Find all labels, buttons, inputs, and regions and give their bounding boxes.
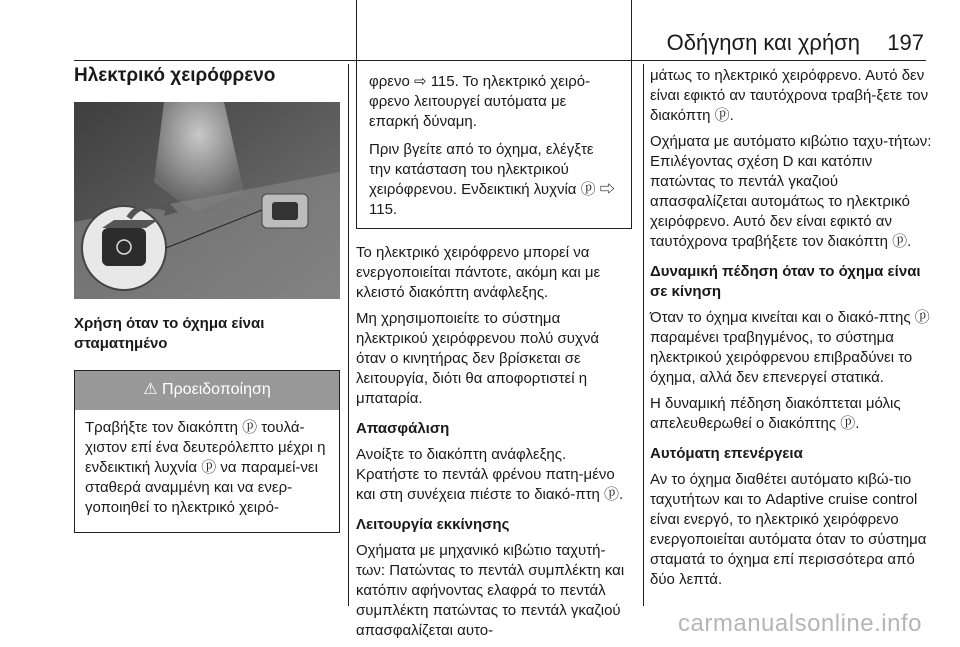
warning-box-continued <box>356 0 632 229</box>
warning-text: Τραβήξτε τον διακόπτη ⓟ τουλά-χιστον επί ένα δευτερόλεπτο μέχρι η ενδεικτική λυχνία ⓟ να παραμεί-νει σταθερά αναμμένη και να ενερ-γοποιηθεί το ηλεκτρικό χειρό- <box>85 419 326 516</box>
column-3 <box>650 66 932 596</box>
column-2 <box>356 66 632 647</box>
subheading-dynamic-braking: Δυναμική πέδηση όταν το όχημα είναι σε κίνηση <box>650 263 921 300</box>
paragraph: Οχήματα με μηχανικό κιβώτιο ταχυτή-των: Πατώντας το πεντάλ συμπλέκτη και κατόπιν αφήνοντας ελαφρά το πεντάλ συμπλέκτη πατώντας το πεντάλ γκαζιού απασφαλίζεται αυτο- <box>356 542 625 639</box>
column-divider-right <box>643 64 644 606</box>
warning-continued-p2: Πριν βγείτε από το όχημα, ελέγξτε την κατάσταση του ηλεκτρικού χειρόφρενου. Ενδεικτική λυχνία ⓟ ⇨ 115. <box>369 141 615 218</box>
warning-box <box>74 370 340 533</box>
parking-brake-switch-illustration <box>74 102 340 299</box>
running-header-title: Οδήγηση και χρήση <box>666 30 860 55</box>
watermark: carmanualsonline.info <box>678 610 922 637</box>
paragraph: Η δυναμική πέδηση διακόπτεται μόλις απελευθερωθεί ο διακόπτης ⓟ. <box>650 395 901 432</box>
figure-caption: Χρήση όταν το όχημα είναι σταματημένο <box>74 315 265 352</box>
warning-heading: ⚠ Προειδοποίηση <box>75 371 339 410</box>
subheading-release: Απασφάλιση <box>356 420 450 437</box>
paragraph: Οχήματα με αυτόματο κιβώτιο ταχυ-τήτων: Επιλέγοντας σχέση D και κατόπιν πατώντας το πεντάλ γκαζιού απασφαλίζεται αυτομάτως το ηλεκτρικό χειρόφρενο. Αυτό δεν είναι εφικτό αν ταυτόχρονα τραβήξετε τον διακόπτη ⓟ. <box>650 133 932 250</box>
parking-brake-switch-photo <box>74 102 340 299</box>
paragraph: μάτως το ηλεκτρικό χειρόφρενο. Αυτό δεν είναι εφικτό αν ταυτόχρονα τραβή-ξετε τον διακόπτη ⓟ. <box>650 67 929 124</box>
paragraph: Όταν το όχημα κινείται και ο διακό-πτης ⓟ παραμένει τραβηγμένος, το σύστημα ηλεκτρικού χειρόφρενου επιβραδύνει το όχημα, αλλά δεν επενεργεί στατικά. <box>650 309 930 386</box>
paragraph: Το ηλεκτρικό χειρόφρενο μπορεί να ενεργοποιείται πάντοτε, ακόμη και με κλειστό διακόπτη ανάφλεξης. <box>356 244 601 301</box>
column-1 <box>74 66 340 533</box>
paragraph: Αν το όχημα διαθέτει αυτόματο κιβώ-τιο ταχυτήτων και το Adaptive cruise control είναι ενεργό, το ηλεκτρικό χειρόφρενο ενεργοποιείται αυτόματα όταν το σύστημα σταματά το όχημα επί περισσότερα από δύο λεπτά. <box>650 471 927 588</box>
paragraph: Μη χρησιμοποιείτε το σύστημα ηλεκτρικού χειρόφρενου πολύ συχνά όταν ο κινητήρας δεν βρίσκεται σε λειτουργία, διότι θα αποφορτιστεί η μπαταρία. <box>356 310 599 407</box>
page-number: 197 <box>887 30 924 55</box>
subheading-automatic-application: Αυτόματη επενέργεια <box>650 445 803 462</box>
section-title: Ηλεκτρικό χειρόφρενο <box>74 65 276 86</box>
column-divider-left <box>348 64 349 606</box>
paragraph: Ανοίξτε το διακόπτη ανάφλεξης. Κρατήστε το πεντάλ φρένου πατη-μένο και στη συνέχεια πιέστε το διακό-πτη ⓟ. <box>356 446 624 503</box>
subheading-start-function: Λειτουργία εκκίνησης <box>356 516 510 533</box>
warning-continued-p1: φρενο ⇨ 115. Το ηλεκτρικό χειρό-φρενο λειτουργεί αυτόματα με επαρκή δύναμη. <box>369 73 591 130</box>
